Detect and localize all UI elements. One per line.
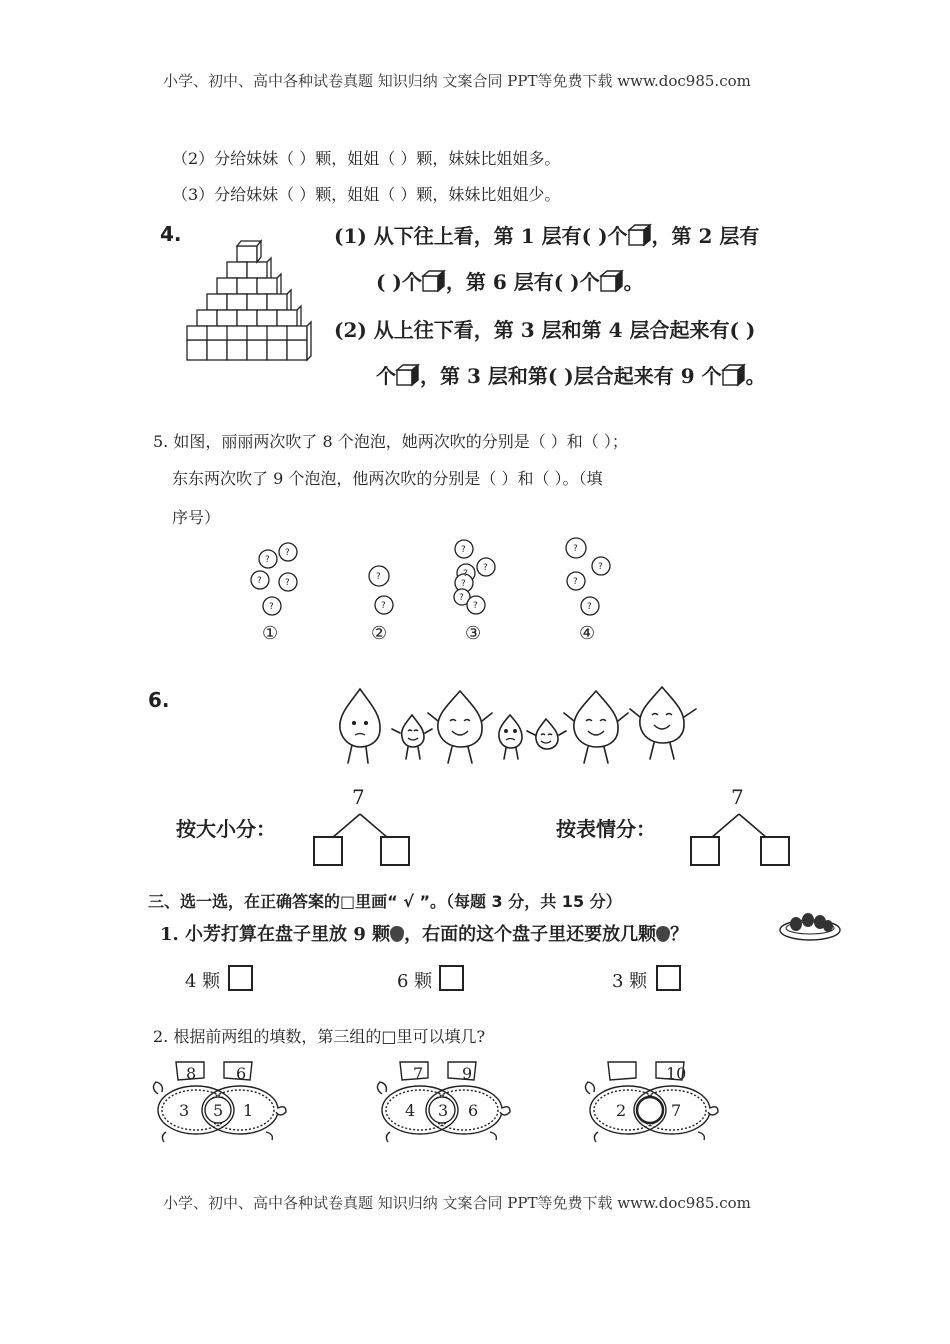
venn2-right: 6 — [468, 1101, 479, 1120]
q5-line-1: 5. 如图，丽丽两次吹了 8 个泡泡，她两次吹的分别是（ ）和（ ）； — [153, 432, 628, 451]
venn2-left: 4 — [405, 1101, 416, 1120]
q6-size-label: 按大小分： — [176, 817, 276, 841]
q4-part2-text-a: 个 — [376, 364, 396, 388]
venn2-middle: 3 — [438, 1101, 449, 1120]
bubble-label-1: ① — [262, 623, 279, 644]
venn1-top-left: 8 — [186, 1064, 197, 1083]
svg-text:?: ? — [461, 545, 466, 555]
s3-q1-option-4-checkbox[interactable] — [228, 965, 253, 991]
venn3-right: 7 — [671, 1101, 682, 1120]
cube-icon — [722, 364, 746, 386]
s3-q1-text — [160, 920, 688, 946]
svg-text:?: ? — [459, 593, 464, 603]
svg-text:?: ? — [463, 569, 468, 579]
svg-text:?: ? — [269, 602, 274, 612]
cube-icon — [628, 224, 652, 246]
page-footer: 小学、初中、高中各种试卷真题 知识归纳 文案合同 PPT等免费下载 www.doc985.com — [163, 1194, 751, 1212]
venn1-left: 3 — [179, 1101, 190, 1120]
s3-q1-option-6-checkbox[interactable] — [439, 965, 464, 991]
q4-part1-text-a: (1) 从下往上看，第 1 层有( )个 — [334, 224, 628, 248]
venn2-top-right: 9 — [462, 1064, 473, 1083]
bubble-label-3: ③ — [465, 623, 482, 644]
q4-part1-text-d: ，第 6 层有( )个 — [445, 270, 600, 294]
strawberry-icon — [390, 926, 404, 942]
svg-text:?: ? — [381, 601, 386, 611]
q4-part2-line1: (2) 从上往下看，第 3 层和第 4 层合起来有( ) — [334, 318, 756, 342]
s3-q1-text-c: ？ — [670, 924, 689, 945]
q4-part1-text-b: ，第 2 层有 — [651, 224, 760, 248]
s3-q1-option-4-label: 4 颗 — [185, 971, 221, 992]
cube-pyramid-figure — [186, 240, 311, 362]
q4-part1-text-e: 。 — [623, 270, 644, 294]
q6-mood-total: 7 — [731, 785, 744, 809]
svg-text:?: ? — [257, 576, 262, 586]
q6-mood-label: 按表情分： — [556, 817, 656, 841]
svg-text:?: ? — [598, 562, 603, 572]
q6-number: 6. — [148, 688, 170, 712]
svg-text:?: ? — [587, 602, 592, 612]
venn2-top-left: 7 — [413, 1064, 424, 1083]
venn1-top-right: 6 — [236, 1064, 247, 1083]
q6-mood-box-left[interactable] — [690, 836, 720, 866]
q6-mood-box-right[interactable] — [760, 836, 790, 866]
svg-text:?: ? — [376, 572, 381, 582]
q4-part1-line2 — [376, 266, 644, 295]
s3-q1-option-3-label: 3 颗 — [612, 971, 648, 992]
section-3-title: 三、选一选，在正确答案的□里画“ √ ”。（每题 3 分，共 15 分） — [148, 892, 622, 911]
cube-icon — [422, 270, 446, 292]
svg-text:?: ? — [461, 579, 466, 589]
s3-q1-text-a: 1. 小芳打算在盘子里放 9 颗 — [160, 924, 391, 945]
venn3-left: 2 — [616, 1101, 627, 1120]
q3-line-3: （3）分给妹妹（ ）颗，姐姐（ ）颗，妹妹比姐姐少。 — [172, 185, 561, 204]
s3-q2-text: 2. 根据前两组的填数，第三组的□里可以填几? — [153, 1027, 486, 1046]
bubble-label-4: ④ — [579, 623, 596, 644]
svg-text:?: ? — [483, 563, 488, 573]
q5-line-2: 东东两次吹了 9 个泡泡，他两次吹的分别是（ ）和（ ）。（填 — [172, 469, 603, 488]
page-header: 小学、初中、高中各种试卷真题 知识归纳 文案合同 PPT等免费下载 www.doc985.com — [163, 72, 751, 90]
svg-text:?: ? — [573, 544, 578, 554]
strawberry-plate-figure — [778, 906, 842, 942]
q4-part2-text-b: ，第 3 层和第( )层合起来有 9 个 — [420, 364, 722, 388]
venn-figure-3 — [580, 1058, 720, 1143]
q5-line-3: 序号） — [172, 508, 221, 527]
s3-q1-option-3-checkbox[interactable] — [656, 965, 681, 991]
s3-q1-option-6-label: 6 颗 — [397, 971, 433, 992]
venn3-top-right: 10 — [666, 1064, 687, 1083]
q6-size-total: 7 — [352, 785, 365, 809]
bubbles-figure — [240, 535, 620, 650]
venn1-middle: 5 — [213, 1101, 224, 1120]
q4-part2-text-c: 。 — [745, 364, 766, 388]
s3-q1-text-b: ，右面的这个盘子里还要放几颗 — [404, 924, 657, 945]
svg-text:?: ? — [473, 601, 478, 611]
venn1-right: 1 — [243, 1101, 254, 1120]
bubble-label-2: ② — [371, 623, 388, 644]
q4-part1-text-c: ( )个 — [376, 270, 422, 294]
q4-part1-line1 — [334, 220, 759, 249]
strawberry-icon — [656, 926, 670, 942]
q4-number: 4. — [160, 222, 182, 246]
q4-part2-line2 — [376, 360, 766, 389]
cube-icon — [600, 270, 624, 292]
q6-size-box-left[interactable] — [313, 836, 343, 866]
q3-line-2: （2）分给妹妹（ ）颗，姐姐（ ）颗，妹妹比姐姐多。 — [172, 149, 561, 168]
svg-text:?: ? — [285, 548, 290, 558]
svg-text:?: ? — [285, 578, 290, 588]
svg-text:?: ? — [265, 555, 270, 565]
svg-text:?: ? — [573, 577, 578, 587]
cube-icon — [396, 364, 420, 386]
q6-size-box-right[interactable] — [380, 836, 410, 866]
water-drops-figure — [330, 685, 720, 770]
